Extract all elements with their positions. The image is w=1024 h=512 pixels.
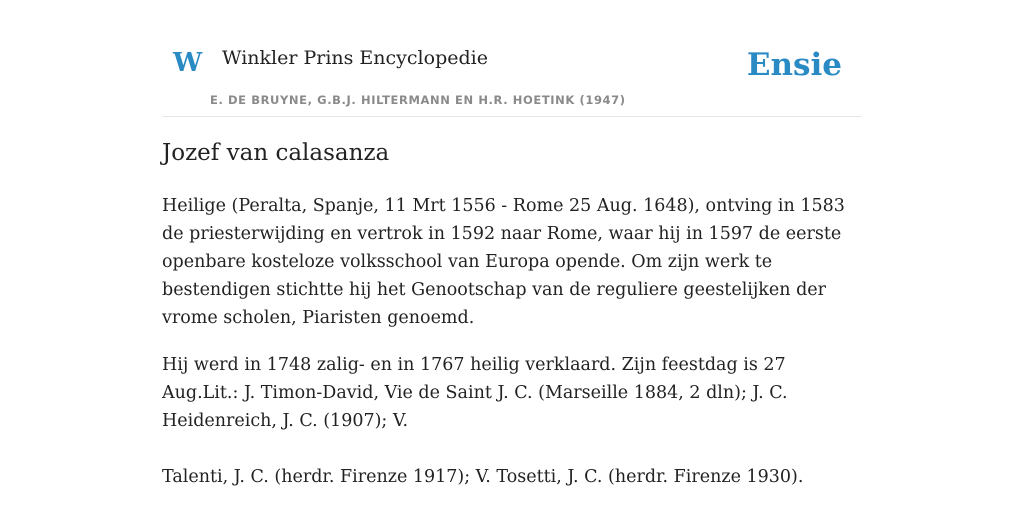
article-paragraph: Heilige (Peralta, Spanje, 11 Mrt 1556 - Rome 25 Aug. 1648), ontving in 1583 de priesterwijding en vertrok in 1592 naar Rome, waar hij in 1597 de eerste openbare kosteloze volksschool van Europa opende. Om zijn werk te bestendigen stichtte hij het Genootschap van de reguliere geestelijken der vrome scholen, Piaristen genoemd.	[162, 196, 845, 328]
article-body	[162, 192, 862, 491]
authors-line: E. DE BRUYNE, G.B.J. HILTERMANN EN H.R. HOETINK (1947)	[210, 93, 626, 107]
article-paragraph: Hij werd in 1748 zalig- en in 1767 heilig verklaard. Zijn feestdag is 27 Aug.Lit.: J. Timon-David, Vie de Saint J. C. (Marseille 1884, 2 dln); J. C. Heidenreich, J. C. (1907); V.	[162, 355, 788, 431]
site-title[interactable]: Winkler Prins Encyclopedie	[222, 47, 488, 69]
logo-icon[interactable]: W	[173, 48, 203, 78]
article-title: Jozef van calasanza	[162, 140, 390, 166]
site-header	[162, 30, 862, 117]
article-paragraph: Talenti, J. C. (herdr. Firenze 1917); V. Tosetti, J. C. (herdr. Firenze 1930).	[162, 467, 804, 487]
brand-logo[interactable]: Ensie	[746, 47, 842, 83]
